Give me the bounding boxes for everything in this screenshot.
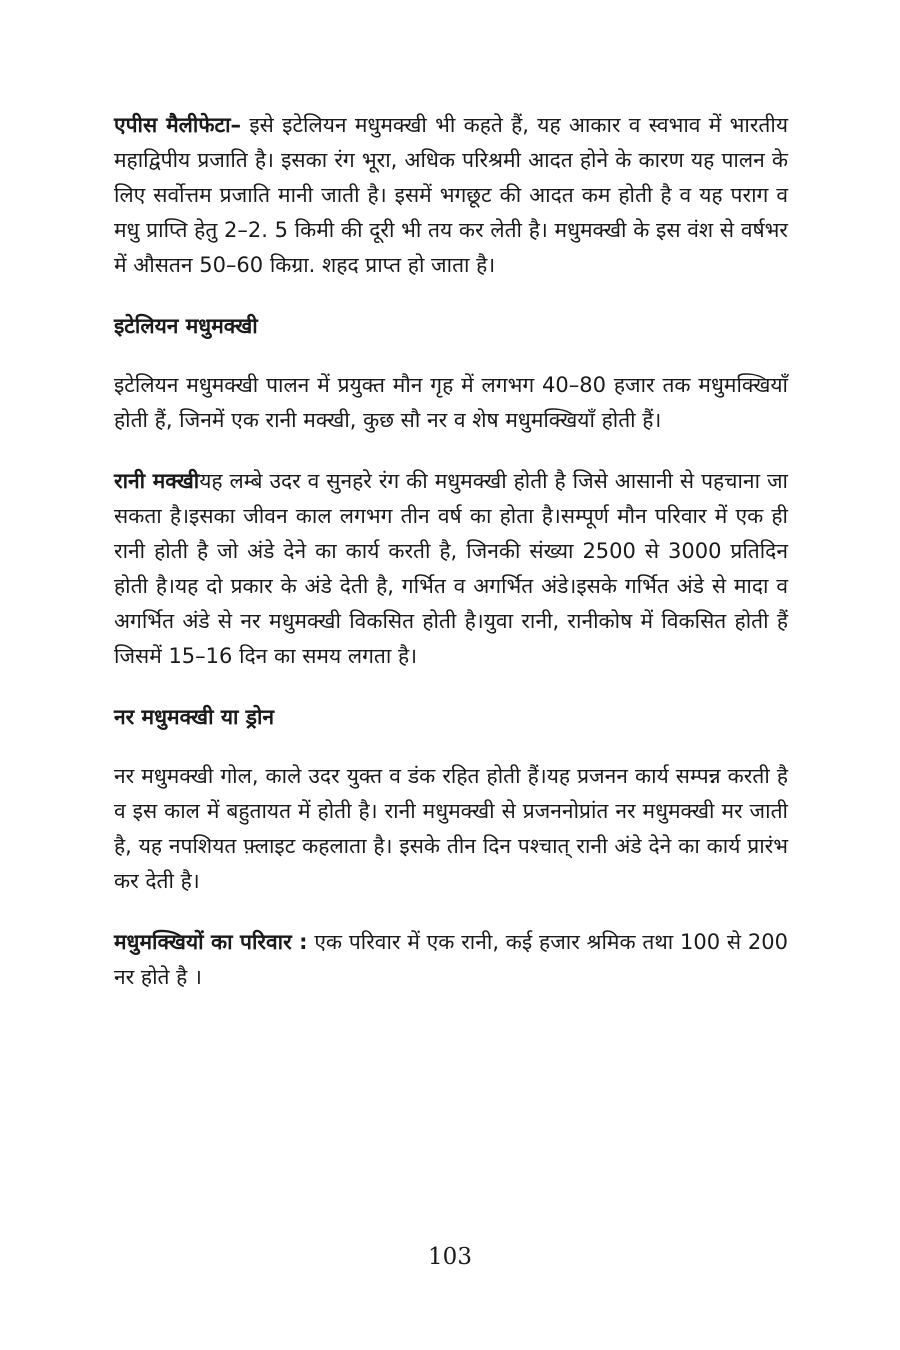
queen-bee-term: रानी मक्खी	[114, 469, 200, 493]
bee-family-description: एक परिवार में एक रानी, कई हजार श्रमिक तथा 100 से 200 नर होते है ।	[114, 930, 788, 989]
page-number: 103	[428, 1244, 472, 1270]
italian-bee-heading: इटेलियन मधुमक्खी	[114, 314, 258, 338]
bee-family-term: मधुमक्खियों का परिवार :	[114, 930, 308, 954]
apis-mellifera-description: इसे इटेलियन मधुमक्खी भी कहते हैं, यह आकार व स्वभाव में भारतीय महाद्विपीय प्रजाति है। इसका रंग भूरा, अधिक परिश्रमी आदत होने के कारण यह पालन के लिए सर्वोत्तम प्रजाति मानी जाती है। इसमें भगछूट की आदत कम होती है व यह पराग व मधु प्राप्ति हेतु 2–2. 5 किमी की दूरी भी तय कर लेती है। मधुमक्खी के इस वंश से वर्षभर में औसतन 50–60 किग्रा. शहद प्राप्त हो जाता है।	[114, 113, 789, 277]
drone-bee-heading: नर मधुमक्खी या ड्रोन	[114, 705, 275, 729]
bee-family-paragraph	[114, 925, 788, 995]
apis-mellifera-paragraph	[114, 108, 788, 283]
queen-bee-description: यह लम्बे उदर व सुनहरे रंग की मधुमक्खी होती है जिसे आसानी से पहचाना जा सकता है।इसका जीवन काल लगभग तीन वर्ष का होता है।सम्पूर्ण मौन परिवार में एक ही रानी होती है जो अंडे देने का कार्य करती है, जिनकी संख्या 2500 से 3000 प्रतिदिन होती है।यह दो प्रकार के अंडे देती है, गर्भित व अगर्भित अंडे।इसके गर्भित अंडे से मादा व अगर्भित अंडे से नर मधुमक्खी विकसित होती है।युवा रानी, रानीकोष में विकसित होती हैं जिसमें 15–16 दिन का समय लगता है।	[114, 469, 788, 668]
apis-mellifera-term: एपीस मैलीफेटा–	[114, 113, 242, 137]
queen-bee-paragraph	[114, 464, 788, 674]
page-content	[114, 108, 788, 995]
drone-bee-paragraph: नर मधुमक्खी गोल, काले उदर युक्त व डंक रहित होती हैं।यह प्रजनन कार्य सम्पन्न करती है व इस काल में बहुतायत में होती है। रानी मधुमक्खी से प्रजननोप्रांत नर मधुमक्खी मर जाती है, यह नपशियत फ़्लाइट कहलाता है। इसके तीन दिन पश्चात् रानी अंडे देने का कार्य प्रारंभ कर देती है।	[114, 764, 788, 893]
italian-bee-paragraph: इटेलियन मधुमक्खी पालन में प्रयुक्त मौन गृह में लगभग 40–80 हजार तक मधुमक्खियाँ होती हैं, जिनमें एक रानी मक्खी, कुछ सौ नर व शेष मधुमक्खियाँ होती हैं।	[114, 373, 788, 432]
